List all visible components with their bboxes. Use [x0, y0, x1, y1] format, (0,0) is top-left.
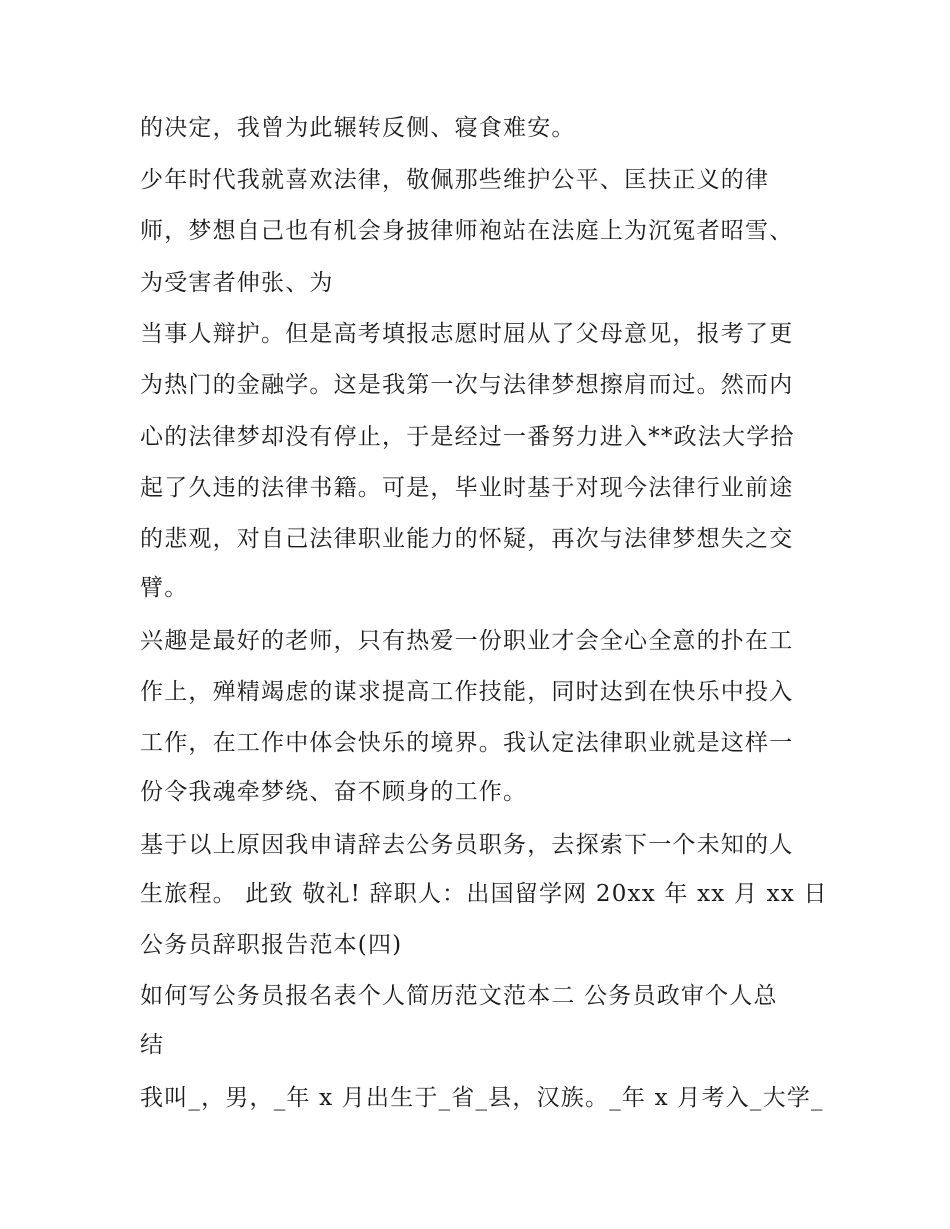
- text-line: 工作，在工作中体会快乐的境界。我认定法律职业就是这样一: [140, 730, 794, 756]
- text-line: 生旅程。 此致 敬礼! 辞职人：出国留学网 20xx 年 xx 月 xx 日: [140, 881, 828, 907]
- text-line: 份令我魂牵梦绕、奋不顾身的工作。: [140, 779, 528, 805]
- text-line: 少年时代我就喜欢法律，敬佩那些维护公平、匡扶正义的律: [140, 167, 770, 193]
- text-line: 的决定，我曾为此辗转反侧、寝食难安。: [140, 115, 576, 141]
- text-line: 为受害者伸张、为: [140, 270, 334, 296]
- text-line: 心的法律梦却没有停止，于是经过一番努力进入**政法大学拾: [140, 424, 795, 450]
- text-line: 当事人辩护。但是高考填报志愿时屈从了父母意见，报考了更: [140, 321, 794, 347]
- text-line: 我叫_，男，_年 x 月出生于_省_县，汉族。_年 x 月考入_大学_: [140, 1085, 824, 1111]
- text-line: 师，梦想自己也有机会身披律师袍站在法庭上为沉冤者昭雪、: [140, 218, 794, 244]
- text-line: 为热门的金融学。这是我第一次与法律梦想擦肩而过。然而内: [140, 372, 794, 398]
- text-line: 臂。: [140, 575, 189, 601]
- text-line: 基于以上原因我申请辞去公务员职务，去探索下一个未知的人: [140, 832, 794, 858]
- text-line: 起了久违的法律书籍。可是，毕业时基于对现今法律行业前途: [140, 475, 794, 501]
- text-line: 公务员辞职报告范本(四): [140, 932, 403, 958]
- text-line: 结: [140, 1032, 165, 1058]
- text-line: 的悲观，对自己法律职业能力的怀疑，再次与法律梦想失之交: [140, 526, 794, 552]
- text-line: 作上，殚精竭虑的谋求提高工作技能，同时达到在快乐中投入: [140, 679, 794, 705]
- text-line: 兴趣是最好的老师，只有热爱一份职业才会全心全意的扑在工: [140, 628, 794, 654]
- text-line: 如何写公务员报名表个人简历范文范本二 公务员政审个人总: [140, 983, 778, 1009]
